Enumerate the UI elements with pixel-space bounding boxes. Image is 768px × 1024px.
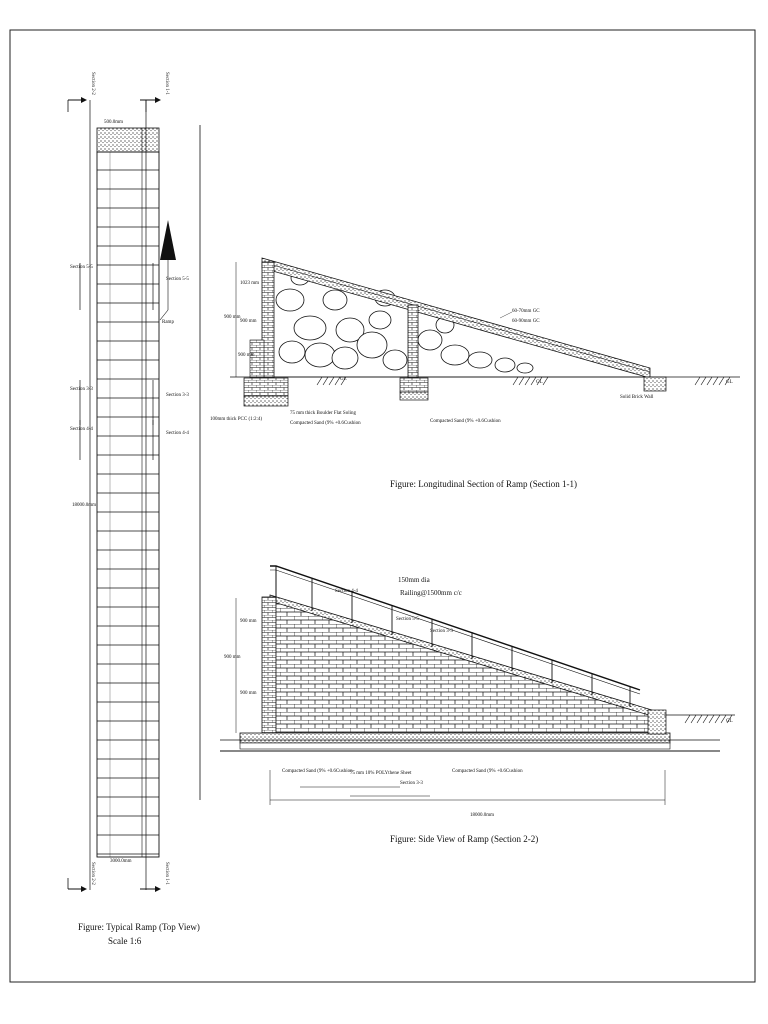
section-11-bottom-label: Section 1-1 xyxy=(164,862,169,885)
direction-arrow-icon xyxy=(160,220,176,260)
svg-text:900 mm: 900 mm xyxy=(238,353,255,358)
svg-text:GL: GL xyxy=(726,719,733,724)
side-view xyxy=(220,566,735,844)
section-22-top-label: Section 2-2 xyxy=(90,72,95,95)
svg-text:Solid Brick Wall: Solid Brick Wall xyxy=(620,395,654,400)
section-3-3-marker xyxy=(70,380,189,425)
svg-text:60-90mm GC: 60-90mm GC xyxy=(512,319,540,324)
mid-wall xyxy=(408,305,418,378)
svg-text:Section 3-3: Section 3-3 xyxy=(400,781,423,786)
ramp-body-outline xyxy=(97,152,159,857)
top-landing xyxy=(97,128,159,152)
section-11-top-label: Section 1-1 xyxy=(164,72,169,95)
ramp-tread-lines xyxy=(97,170,159,854)
svg-text:GL: GL xyxy=(340,377,347,382)
svg-text:Compacted Sand (9% +0.6Cushion: Compacted Sand (9% +0.6Cushion xyxy=(290,421,361,426)
svg-text:Section 3-3: Section 3-3 xyxy=(70,387,93,392)
svg-text:Compacted Sand (9% +0.6Cushion: Compacted Sand (9% +0.6Cushion xyxy=(430,419,501,424)
svg-text:Compacted Sand (9% +0.6Cushion: Compacted Sand (9% +0.6Cushion xyxy=(452,769,523,774)
svg-text:Section 5-5: Section 5-5 xyxy=(396,617,419,622)
svg-text:GL: GL xyxy=(536,380,543,385)
svg-text:Section 3-3: Section 3-3 xyxy=(430,629,453,634)
ground-hatch xyxy=(317,377,730,385)
svg-text:900 mm: 900 mm xyxy=(240,619,257,624)
bottom-width-dim: 3000.0mm xyxy=(110,859,132,864)
ramp-direction-label: Ramp xyxy=(162,320,174,325)
svg-text:75 mm thick Boulder Flat Solin: 75 mm thick Boulder Flat Soling xyxy=(290,411,356,416)
section-4-4-marker xyxy=(70,420,189,460)
svg-text:Compacted Sand (9% +0.6Cushion: Compacted Sand (9% +0.6Cushion xyxy=(282,769,353,774)
top-view xyxy=(68,72,200,946)
section-22-bottom-label: Section 2-2 xyxy=(90,862,95,885)
side-view-caption: Figure: Side View of Ramp (Section 2-2) xyxy=(390,834,539,844)
svg-text:1023 mm: 1023 mm xyxy=(240,281,260,286)
railing-dia-label: 150mm dia xyxy=(398,576,430,584)
svg-text:Section 4-4: Section 4-4 xyxy=(70,427,93,432)
front-column xyxy=(262,597,276,733)
svg-text:Section 3-3: Section 3-3 xyxy=(166,393,189,398)
top-width-dim: 500.0mm xyxy=(104,120,124,125)
brick-body xyxy=(275,600,650,733)
railing-spacing-label: Railing@1500mm c/c xyxy=(400,589,462,597)
svg-text:60-70mm GC: 60-70mm GC xyxy=(512,309,540,314)
svg-text:900 mm: 900 mm xyxy=(240,319,257,324)
longitudinal-caption: Figure: Longitudinal Section of Ramp (Section 1-1) xyxy=(390,479,577,489)
longitudinal-section xyxy=(210,258,740,489)
svg-text:Section 5-5: Section 5-5 xyxy=(70,265,93,270)
svg-text:75 mm 10% POLYthene Sheet: 75 mm 10% POLYthene Sheet xyxy=(350,771,412,776)
side-length-dim: 18000.0mm xyxy=(470,813,495,818)
svg-text:100mm thick PCC (1:2:4): 100mm thick PCC (1:2:4) xyxy=(210,417,263,422)
svg-text:Section 4-4: Section 4-4 xyxy=(335,589,358,594)
svg-text:GL: GL xyxy=(726,380,733,385)
svg-text:Section 4-4: Section 4-4 xyxy=(166,431,189,436)
svg-text:900 mm: 900 mm xyxy=(224,315,241,320)
svg-text:900 mm: 900 mm xyxy=(224,655,241,660)
svg-text:900 mm: 900 mm xyxy=(240,691,257,696)
sheet-border xyxy=(10,30,755,982)
top-view-caption: Figure: Typical Ramp (Top View) xyxy=(78,922,200,932)
ground-hatch xyxy=(685,715,732,723)
svg-text:Section 5-5: Section 5-5 xyxy=(166,277,189,282)
length-dim: 18000.0mm xyxy=(72,503,97,508)
top-view-scale: Scale 1:6 xyxy=(108,936,142,946)
